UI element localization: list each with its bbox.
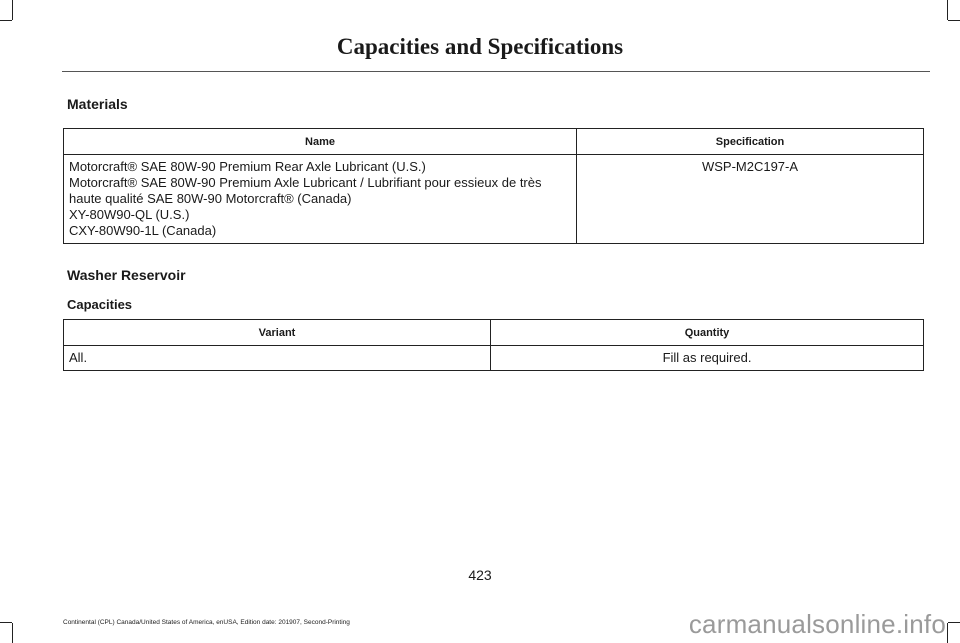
crop-mark — [0, 20, 12, 21]
material-name-line: XY-80W90-QL (U.S.) — [69, 207, 190, 222]
crop-mark — [12, 623, 13, 643]
material-name-cell — [64, 155, 577, 244]
table-header-row — [64, 320, 924, 346]
table-header-row — [64, 129, 924, 155]
crop-mark — [0, 622, 12, 623]
material-name-line: Motorcraft® SAE 80W-90 Premium Axle Lubricant / Lubrifiant pour essieux de très — [69, 175, 542, 190]
column-header-name: Name — [64, 129, 577, 155]
column-header-variant: Variant — [64, 320, 491, 346]
watermark: carmanualsonline.info — [688, 609, 946, 639]
edition-footer: Continental (CPL) Canada/United States of America, enUSA, Edition date: 201907, Second-Printing — [63, 619, 350, 626]
column-header-specification: Specification — [577, 129, 924, 155]
materials-table — [63, 128, 924, 244]
crop-mark — [948, 622, 960, 623]
table-row — [64, 346, 924, 371]
column-header-quantity: Quantity — [491, 320, 924, 346]
crop-mark — [947, 623, 948, 643]
crop-mark — [947, 0, 948, 20]
crop-mark — [12, 0, 13, 20]
quantity-cell: Fill as required. — [491, 346, 924, 371]
washer-capacities-table — [63, 319, 924, 371]
title-divider — [62, 71, 930, 72]
page-title: Capacities and Specifications — [336, 34, 624, 59]
materials-heading: Materials — [67, 96, 128, 112]
material-specification-cell: WSP-M2C197-A — [577, 155, 924, 244]
capacities-subheading: Capacities — [67, 297, 133, 312]
page-number: 423 — [468, 567, 492, 583]
material-name-line: Motorcraft® SAE 80W-90 Premium Rear Axle Lubricant (U.S.) — [69, 159, 426, 174]
material-name-line: haute qualité SAE 80W-90 Motorcraft® (Canada) — [69, 191, 352, 206]
variant-cell: All. — [64, 346, 491, 371]
washer-reservoir-heading: Washer Reservoir — [67, 267, 186, 283]
table-row — [64, 155, 924, 244]
crop-mark — [948, 20, 960, 21]
material-name-line: CXY-80W90-1L (Canada) — [69, 223, 217, 238]
